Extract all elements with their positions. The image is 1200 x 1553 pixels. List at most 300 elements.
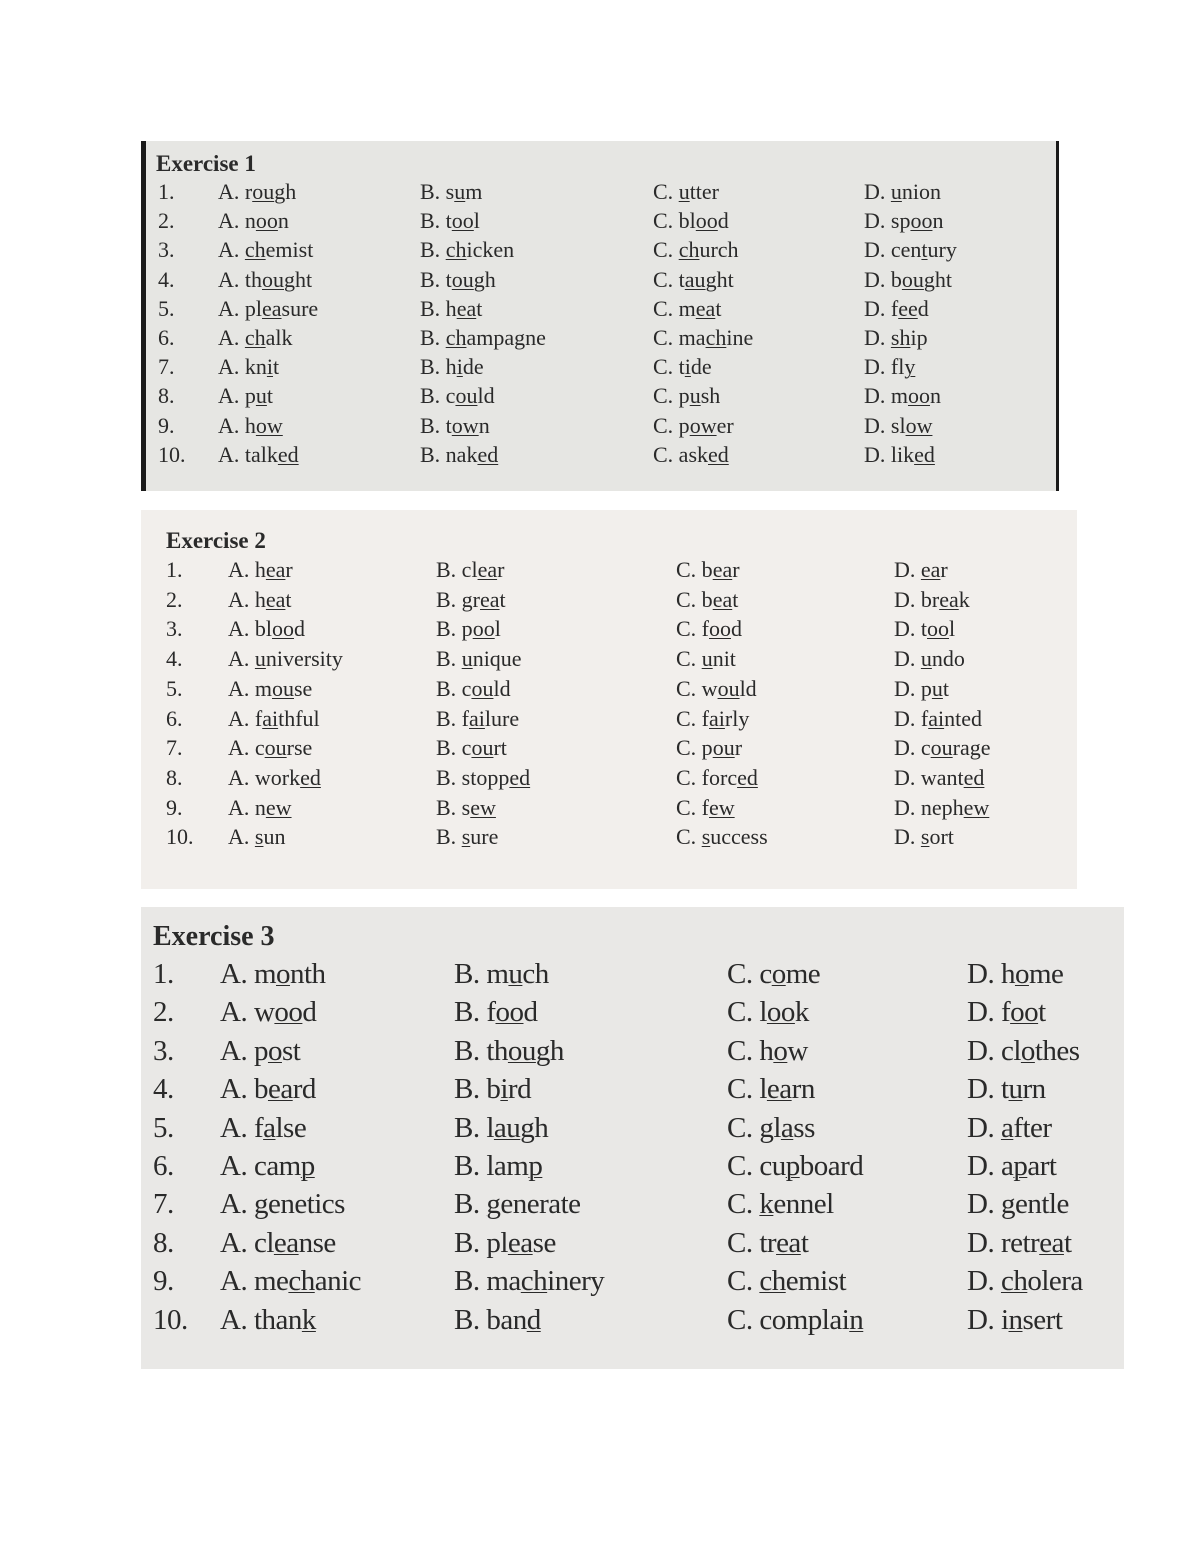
option-text: uccess (710, 824, 768, 850)
option-c (653, 442, 729, 468)
option-b (420, 354, 484, 380)
underlined-letters: ea (267, 1073, 293, 1106)
underlined-letters: p (528, 1150, 543, 1182)
option-d (864, 325, 928, 351)
underlined-letters: ch (445, 325, 467, 350)
underlined-letters: ai (709, 705, 725, 731)
option-text: A. cam (220, 1150, 301, 1182)
underlined-letters: a (1000, 1111, 1014, 1144)
underlined-letters: s (920, 824, 930, 850)
option-c (676, 795, 735, 821)
underlined-letters: ed (300, 764, 321, 790)
option-text: rly (724, 705, 750, 731)
option-text: nit (712, 646, 736, 672)
option-b (420, 208, 480, 234)
option-text: B. lam (454, 1150, 529, 1182)
option-a (228, 765, 321, 791)
option-text: C. c (727, 958, 772, 990)
item-number: 6. (153, 1150, 174, 1182)
option-text: C. (653, 179, 679, 204)
option-text: D. t (967, 1073, 1009, 1106)
item-number: 4. (166, 646, 183, 672)
option-text: B. stopp (436, 764, 510, 790)
underlined-letters: oo (908, 383, 930, 409)
option-d (864, 179, 941, 205)
option-text: enetics (267, 1188, 345, 1221)
option-text: rd (292, 1073, 316, 1106)
underlined-letters: ea (766, 1073, 792, 1106)
option-c (653, 208, 729, 234)
option-text: r (940, 557, 948, 582)
option-text: D. sl (864, 412, 906, 438)
exercise-row (146, 354, 1056, 380)
underlined-letters: ea (939, 586, 959, 612)
option-text: C. (676, 646, 702, 672)
option-text: C. m (653, 295, 696, 321)
option-text: r (734, 735, 743, 761)
underlined-letters: ch (244, 237, 266, 263)
option-d (967, 1304, 1062, 1337)
underlined-letters: ew (709, 794, 735, 820)
option-text: A. pl (218, 295, 262, 321)
option-b (420, 237, 514, 263)
option-text: A. (218, 325, 245, 350)
underlined-letters: ea (695, 295, 716, 321)
underlined-letters: o (267, 1034, 282, 1067)
item-number: 10. (158, 441, 186, 467)
option-a (218, 354, 279, 380)
option-a (220, 1227, 336, 1260)
option-d (894, 795, 989, 821)
exercise-2-panel (141, 510, 1077, 889)
option-text: n (930, 383, 941, 409)
option-c (653, 354, 712, 380)
option-a (220, 1073, 316, 1106)
option-a (228, 706, 320, 732)
item-number: 6. (166, 705, 183, 731)
option-c (676, 587, 738, 613)
option-text: er (716, 412, 734, 438)
underlined-letters: au (684, 266, 706, 292)
option-c (727, 1188, 834, 1221)
underlined-letters: ch (520, 1265, 548, 1298)
underlined-letters: ch (759, 1265, 786, 1298)
option-text: C. h (727, 1034, 774, 1067)
option-text: A. work (228, 764, 301, 790)
exercise-row (141, 616, 1077, 642)
option-text: C. bl (653, 208, 696, 234)
underlined-letters: ew (265, 794, 292, 820)
underlined-letters: ch (1000, 1265, 1028, 1298)
option-text: A. h (218, 412, 256, 438)
option-text: A. w (220, 996, 275, 1029)
option-text: D. cl (967, 1034, 1021, 1067)
option-text: B. l (454, 1111, 494, 1144)
option-text: C. f (676, 794, 709, 820)
underlined-letters: o (1014, 958, 1029, 990)
underlined-letters: ou (717, 675, 740, 701)
option-c (653, 267, 734, 293)
option-text: ort (929, 824, 954, 850)
option-text: rd (507, 1073, 532, 1106)
option-text: D. cen (864, 237, 922, 263)
option-d (967, 1227, 1072, 1260)
exercise-row (141, 705, 1077, 731)
option-text: A. kn (218, 354, 267, 380)
option-text: board (799, 1150, 864, 1182)
underlined-letters: oo (451, 208, 474, 234)
option-c (727, 958, 820, 991)
exercise-row (141, 1188, 1124, 1221)
option-text: gh (535, 1034, 564, 1067)
option-text: r (497, 557, 505, 582)
exercise-row (141, 675, 1077, 701)
option-d (894, 824, 954, 850)
option-a (228, 646, 343, 672)
underlined-letters: ow (255, 412, 283, 438)
underlined-letters: u (678, 179, 690, 204)
option-a (218, 383, 273, 409)
option-b (420, 413, 490, 439)
exercise-row (141, 557, 1077, 582)
option-text: A. n (228, 794, 266, 820)
exercise-row (146, 412, 1056, 438)
option-text: D. (894, 824, 921, 850)
option-c (676, 557, 740, 583)
option-text: C. ask (653, 441, 708, 467)
option-text: D. c (894, 735, 931, 761)
option-text: B. t (420, 266, 452, 292)
underlined-letters: sh (890, 325, 911, 350)
option-b (436, 616, 501, 642)
underlined-letters: s (701, 824, 711, 850)
underlined-letters: ou (712, 735, 735, 761)
option-text: olera (1027, 1265, 1083, 1298)
option-c (727, 1265, 846, 1298)
exercise-row (141, 646, 1077, 672)
option-text: D. f (894, 705, 929, 731)
option-text: rn (791, 1073, 815, 1106)
underlined-letters: i (684, 354, 691, 380)
option-text: thful (278, 705, 320, 731)
option-text: C. w (676, 675, 718, 701)
underlined-letters: u (254, 646, 266, 672)
exercise-row (146, 179, 1056, 204)
exercise-row (146, 208, 1056, 234)
underlined-letters: o (276, 958, 290, 990)
option-c (676, 824, 768, 850)
option-text: B. pl (454, 1226, 508, 1259)
option-text: rse (286, 735, 313, 761)
exercise-title: Exercise 3 (153, 921, 275, 952)
option-a (218, 325, 293, 351)
item-number: 2. (166, 586, 183, 612)
underlined-letters: ai (469, 705, 485, 731)
underlined-letters: ew (963, 794, 990, 820)
underlined-letters: o (1020, 1034, 1035, 1067)
underlined-letters: i (456, 354, 463, 380)
option-text: D. want (894, 764, 964, 790)
option-b (454, 1227, 556, 1260)
option-text: B. ban (454, 1303, 527, 1336)
option-b (454, 958, 549, 991)
option-text: B. s (436, 794, 471, 820)
underlined-letters: g (486, 1188, 501, 1221)
exercise-row (146, 325, 1056, 350)
exercise-row (146, 383, 1056, 409)
option-text: B. p (436, 616, 473, 642)
option-text: C. p (676, 735, 713, 761)
exercise-row (146, 266, 1056, 292)
option-d (894, 676, 949, 702)
option-c (727, 1073, 815, 1106)
underlined-letters: u (508, 958, 523, 990)
underlined-letters: k (301, 1303, 316, 1336)
option-b (436, 646, 522, 672)
option-b (454, 1265, 604, 1298)
option-text: emist (785, 1265, 847, 1298)
option-a (228, 616, 305, 642)
item-number: 4. (158, 266, 175, 292)
option-text: B. cl (436, 557, 478, 582)
option-text: C. t (653, 354, 685, 380)
underlined-letters: ed (477, 441, 499, 467)
option-b (454, 1304, 541, 1337)
option-text: B. t (420, 412, 452, 438)
item-number: 10. (166, 824, 194, 850)
option-b (436, 676, 511, 702)
option-d (894, 765, 984, 791)
option-text: A. talk (218, 441, 278, 467)
underlined-letters: d (526, 1303, 541, 1336)
option-text: B. (420, 237, 446, 263)
option-text: B. t (420, 208, 452, 234)
option-text: D. b (864, 266, 902, 292)
option-text: w (787, 1034, 808, 1067)
option-text: D. (864, 325, 891, 350)
underlined-letters: u (701, 646, 713, 672)
option-text: B. h (420, 354, 457, 380)
option-text: D. (894, 557, 921, 582)
option-c (727, 1035, 808, 1068)
exercise-row (146, 441, 1056, 467)
underlined-letters: i (266, 354, 274, 380)
exercise-row (141, 824, 1077, 850)
option-text: me (785, 958, 821, 990)
item-number: 7. (153, 1188, 174, 1221)
option-d (894, 616, 955, 642)
underlined-letters: o (771, 958, 786, 990)
option-c (653, 237, 739, 263)
option-text: urch (699, 237, 739, 263)
underlined-letters: ai (928, 705, 945, 731)
item-number: 3. (166, 616, 183, 642)
option-text: nion (901, 179, 942, 204)
option-b (436, 706, 519, 732)
exercise-row (141, 958, 1124, 990)
option-text: l (473, 208, 480, 234)
option-a (218, 413, 283, 439)
underlined-letters: oo (255, 208, 278, 234)
underlined-letters: oo (272, 616, 294, 642)
underlined-letters: ou (471, 675, 494, 701)
underlined-letters: n (1008, 1303, 1023, 1336)
option-text: t (476, 295, 483, 321)
underlined-letters: ea (712, 586, 733, 612)
option-text: A. bl (228, 616, 272, 642)
underlined-letters: ou (471, 735, 494, 761)
underlined-letters: ou (451, 266, 474, 292)
underlined-letters: oo (766, 996, 795, 1029)
item-number: 5. (158, 295, 175, 321)
option-text: A. m (220, 958, 276, 990)
option-b (454, 1188, 581, 1221)
option-c (676, 735, 742, 761)
option-d (967, 1073, 1046, 1106)
option-text: alk (265, 325, 293, 350)
underlined-letters: oo (910, 208, 933, 234)
option-text: thes (1034, 1034, 1080, 1067)
item-number: 3. (153, 1034, 174, 1067)
option-text: nted (944, 705, 982, 731)
option-b (420, 267, 496, 293)
option-text: D. p (894, 675, 932, 701)
exercise-row (141, 1111, 1124, 1144)
underlined-letters: ew (470, 794, 496, 820)
option-b (420, 383, 495, 409)
underlined-letters: ou (901, 266, 924, 292)
option-text: ld (477, 383, 495, 409)
option-text: B. (420, 325, 446, 350)
option-text: t (800, 1226, 809, 1259)
item-number: 9. (153, 1265, 174, 1298)
option-text: t (499, 586, 506, 612)
underlined-letters: oo (695, 208, 718, 234)
option-d (894, 735, 991, 761)
option-text: enerate (500, 1188, 581, 1221)
option-text: D. lik (864, 441, 915, 467)
item-number: 9. (166, 794, 183, 820)
underlined-letters: ed (708, 441, 729, 467)
underlined-letters: ea (477, 557, 498, 582)
option-text: k (958, 586, 970, 612)
option-b (436, 735, 507, 761)
item-number: 9. (158, 412, 175, 438)
underlined-letters: a (780, 1111, 794, 1144)
option-d (864, 208, 943, 234)
underlined-letters: au (493, 1111, 521, 1144)
underlined-letters: n (849, 1303, 864, 1336)
option-c (727, 1304, 863, 1337)
exercise-row (141, 1073, 1124, 1106)
option-text: C. f (676, 616, 709, 642)
underlined-letters: ow (689, 412, 717, 438)
option-a (228, 795, 292, 821)
option-text: r (285, 557, 293, 582)
option-text: t (732, 586, 739, 612)
option-text: lure (484, 705, 520, 731)
option-c (727, 996, 809, 1029)
option-text: D. i (967, 1303, 1009, 1336)
option-text: k (794, 996, 809, 1029)
option-b (436, 557, 504, 583)
option-text: B. s (420, 179, 455, 204)
option-text: B. c (436, 675, 472, 701)
option-b (454, 996, 538, 1029)
option-a (218, 267, 312, 293)
exercise-row (141, 1034, 1124, 1067)
underlined-letters: ch (288, 1265, 315, 1298)
option-text: A. th (218, 266, 262, 292)
option-text: l (494, 616, 501, 642)
option-text: gh (520, 1111, 549, 1144)
option-text: A. cl (220, 1226, 274, 1259)
option-text: se (532, 1226, 556, 1259)
option-d (894, 557, 948, 583)
option-text: d (731, 616, 742, 642)
underlined-letters: ou (252, 179, 275, 204)
option-text: ld (739, 675, 757, 701)
option-text: un (263, 824, 286, 850)
option-c (727, 1112, 815, 1145)
option-text: A. than (220, 1303, 302, 1336)
option-text: C. tr (727, 1226, 777, 1259)
option-text: A. p (218, 383, 256, 409)
option-text: D. sp (864, 208, 911, 234)
option-c (727, 1227, 808, 1260)
option-text: B. f (436, 705, 469, 731)
option-d (967, 1035, 1080, 1068)
item-number: 7. (158, 354, 175, 380)
option-text: C. (727, 1188, 760, 1221)
underlined-letters: p (300, 1150, 315, 1182)
option-a (220, 1304, 316, 1337)
option-text: ght (923, 266, 953, 292)
option-text: de (462, 354, 484, 380)
exercise-row (146, 295, 1056, 321)
underlined-letters: oo (709, 616, 731, 642)
option-text: D. retr (967, 1226, 1040, 1259)
option-d (967, 958, 1063, 991)
option-c (653, 179, 719, 205)
option-text: D. (967, 1111, 1001, 1144)
option-text: gh (473, 266, 496, 292)
option-c (676, 616, 742, 642)
underlined-letters: ch (705, 325, 727, 350)
option-text: B. (436, 824, 462, 850)
option-text: C. complai (727, 1303, 850, 1336)
item-number: 3. (158, 237, 175, 263)
underlined-letters: ai (262, 705, 279, 731)
option-text: A. (228, 646, 255, 672)
option-a (220, 996, 316, 1029)
option-text: A. h (228, 586, 266, 612)
option-a (218, 208, 289, 234)
option-text: fter (1013, 1111, 1052, 1144)
option-text: n (932, 208, 944, 234)
option-text: A. r (218, 179, 253, 204)
option-text: ld (493, 675, 511, 701)
option-d (864, 383, 941, 409)
option-c (727, 1150, 863, 1183)
option-text: ndo (931, 646, 965, 672)
option-text: emist (265, 237, 314, 263)
option-text: entle (1014, 1188, 1069, 1221)
option-text: D. neph (894, 794, 964, 820)
option-text: d (917, 295, 929, 321)
option-text: ury (927, 237, 957, 263)
option-text: sure (281, 295, 319, 321)
